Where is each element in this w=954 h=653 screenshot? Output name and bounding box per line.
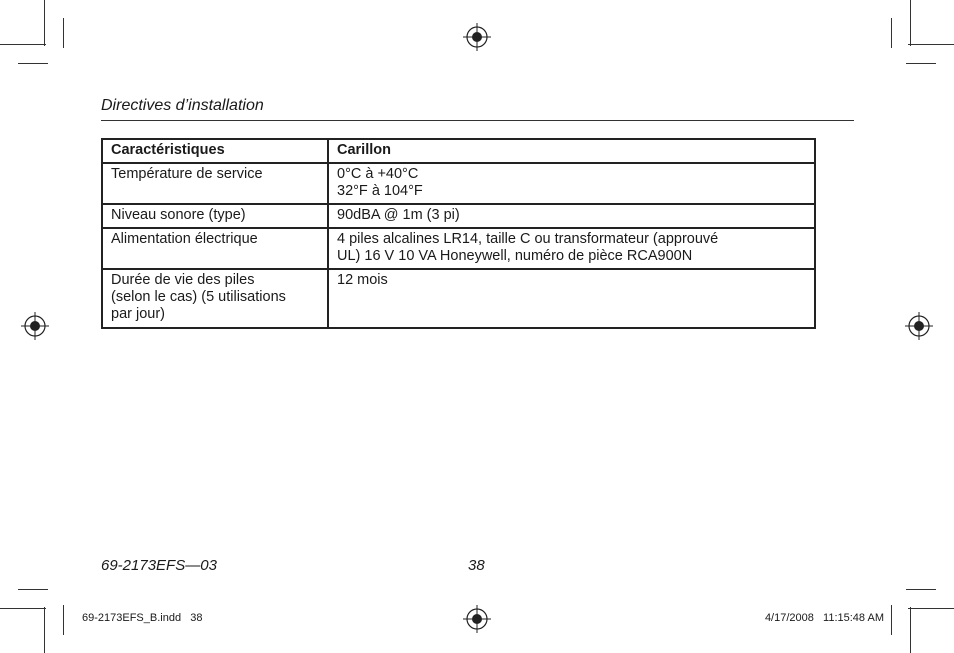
crop-mark [0,44,46,45]
spec-value-line: 12 mois [337,272,388,288]
spec-value [328,163,815,204]
spec-label: Niveau sonore (type) [102,204,328,228]
crop-mark [910,0,911,46]
crop-mark [906,63,936,64]
table-row [102,204,815,228]
spec-label-line: Durée de vie des piles [111,272,255,288]
spec-value-line: UL) 16 V 10 VA Honeywell, numéro de pièce RCA900N [337,248,693,264]
document-number: 69-2173EFS—03 [101,557,217,574]
crop-mark [891,18,892,48]
spec-label-line: (selon le cas) (5 utilisations [111,289,286,305]
crop-mark [910,607,911,653]
registration-mark-icon [21,312,49,340]
spec-value [328,228,815,269]
column-header: Caractéristiques [102,139,328,163]
spec-label: Température de service [102,163,328,204]
crop-mark [0,608,46,609]
spec-value-line: 90dBA @ 1m (3 pi) [337,207,460,223]
registration-mark-icon [463,605,491,633]
table-row [102,163,815,204]
crop-mark [18,589,48,590]
crop-mark [63,18,64,48]
registration-mark-icon [905,312,933,340]
spec-value-line: 0°C à +40°C [337,166,419,182]
spec-value-line: 4 piles alcalines LR14, taille C ou transformateur (approuvé [337,231,719,247]
crop-mark [891,605,892,635]
section-title: Directives d’installation [101,97,264,114]
table-row [102,269,815,328]
table-row [102,228,815,269]
slug-timestamp: 4/17/2008 11:15:48 AM [764,612,884,624]
spec-label: Alimentation électrique [102,228,328,269]
spec-label [102,269,328,328]
spec-value [328,204,815,228]
crop-mark [908,608,954,609]
crop-mark [18,63,48,64]
registration-mark-icon [463,23,491,51]
table-header-row [102,139,815,163]
crop-mark [44,607,45,653]
spec-value-line: 32°F à 104°F [337,183,423,199]
header-rule [101,120,854,121]
crop-mark [908,44,954,45]
spec-label-line: par jour) [111,306,165,322]
crop-mark [63,605,64,635]
slug-file-info: 69-2173EFS_B.indd 38 [82,612,203,624]
crop-mark [906,589,936,590]
specifications-table [101,138,816,329]
crop-mark [44,0,45,46]
page-number: 38 [468,557,485,574]
column-header: Carillon [328,139,815,163]
spec-value [328,269,815,328]
